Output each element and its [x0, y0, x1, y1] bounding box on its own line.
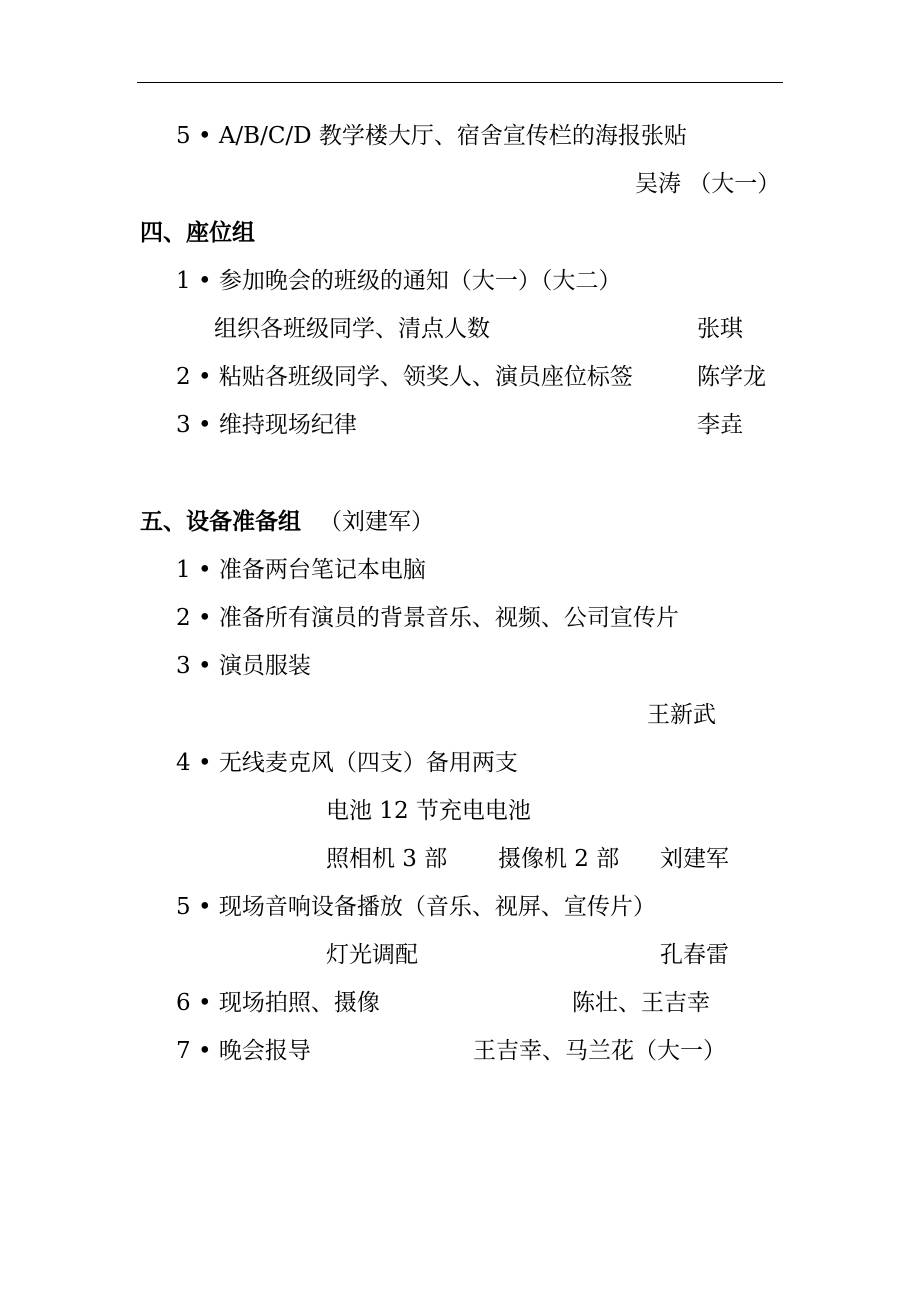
sec5-item3-person: 王新武: [647, 702, 716, 728]
sec5-item1-text: 1 • 准备两台笔记本电脑: [176, 557, 426, 583]
sec5-item4-sub1: 电池 12 节充电电池: [326, 798, 531, 824]
sec5-item7-person: 王吉幸、马兰花（大一）: [473, 1038, 726, 1064]
sec5-item6-text: 6 • 现场拍照、摄像: [176, 990, 380, 1016]
sec5-item3-text: 3 • 演员服装: [176, 653, 311, 679]
sec3-item5-text: 5 • A/B/C/D 教学楼大厅、宿舍宣传栏的海报张贴: [176, 123, 687, 149]
sec5-leader: （刘建军）: [319, 509, 434, 535]
sec4-item2-person: 陈学龙: [697, 364, 766, 390]
sec4-item1-person: 张琪: [697, 316, 743, 342]
sec5-item4-sub2b: 摄像机 2 部: [498, 846, 620, 872]
sec4-item3-text: 3 • 维持现场纪律: [176, 412, 357, 438]
sec5-item2-text: 2 • 准备所有演员的背景音乐、视频、公司宣传片: [176, 605, 679, 631]
sec4-item1-text: 1 • 参加晚会的班级的通知（大一）（大二）: [176, 268, 622, 294]
sec4-item1-sub: 组织各班级同学、清点人数: [214, 316, 490, 342]
sec5-heading-title: 五、设备准备组: [140, 508, 301, 535]
sec4-item3-person: 李垚: [697, 412, 743, 438]
sec3-item5-person: 吴涛 （大一）: [635, 171, 781, 197]
sec5-item4-person: 刘建军: [660, 846, 729, 872]
sec5-heading: [140, 507, 434, 537]
sec5-item5-sub: 灯光调配: [326, 942, 418, 968]
sec5-item4-text: 4 • 无线麦克风（四支）备用两支: [176, 750, 518, 776]
sec5-item5-text: 5 • 现场音响设备播放（音乐、视屏、宣传片）: [176, 894, 656, 920]
sec5-item5-person: 孔春雷: [660, 942, 729, 968]
header-rule: [137, 82, 783, 83]
sec5-item4-sub2a: 照相机 3 部: [326, 846, 448, 872]
sec4-item2-text: 2 • 粘贴各班级同学、领奖人、演员座位标签: [176, 364, 633, 390]
sec5-item7-text: 7 • 晚会报导: [176, 1038, 311, 1064]
sec4-heading: 四、座位组: [140, 219, 255, 246]
sec5-item6-person: 陈壮、王吉幸: [572, 990, 710, 1016]
